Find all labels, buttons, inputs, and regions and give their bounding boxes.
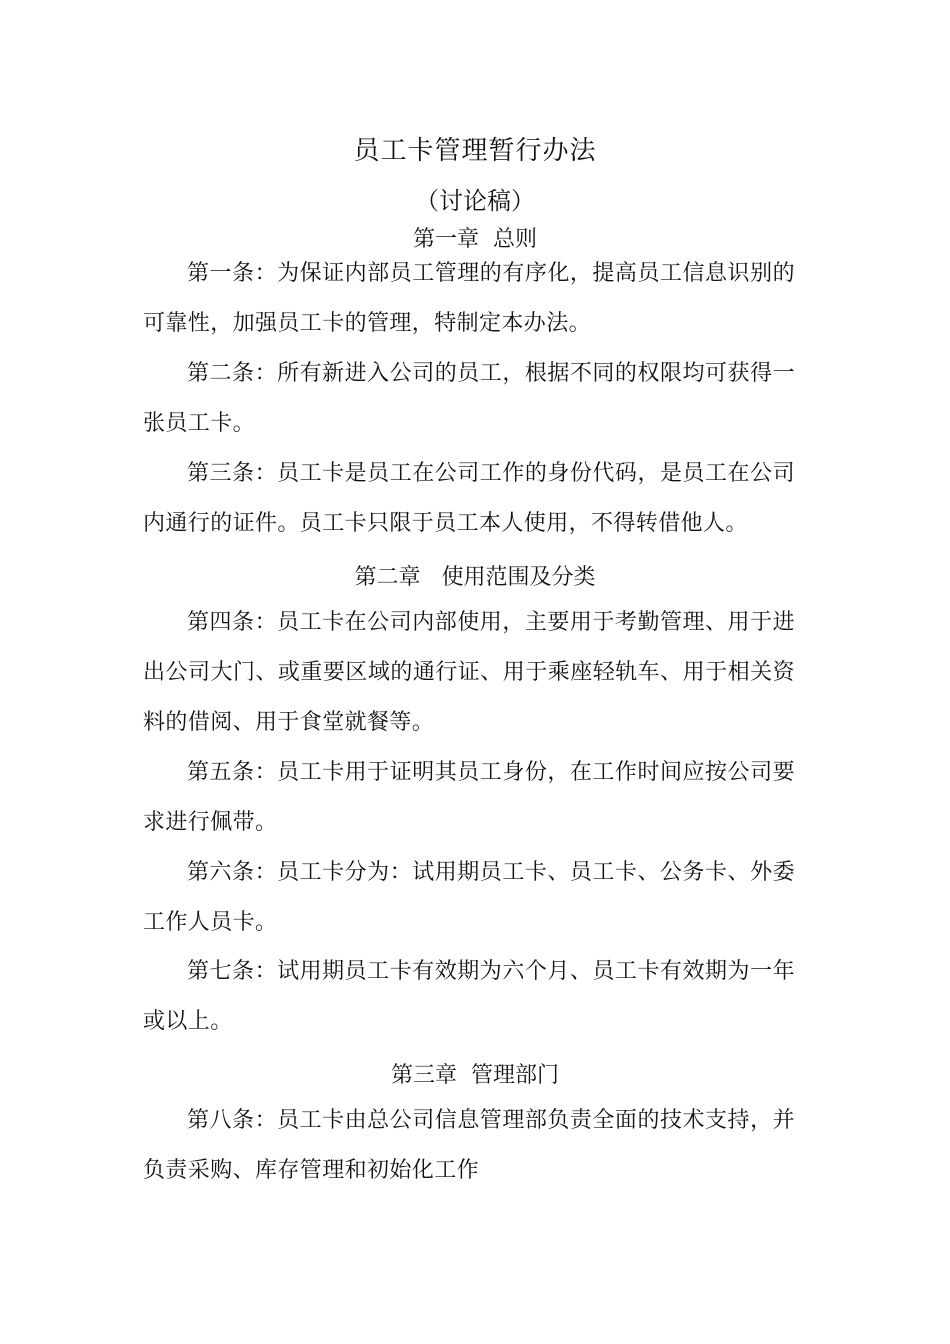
chapter-3-heading: 第三章 管理部门 bbox=[391, 1063, 559, 1088]
article-2: 第二条：所有新进入公司的员工，根据不同的权限均可获得一张员工卡。 bbox=[143, 361, 795, 436]
article-1: 第一条：为保证内部员工管理的有序化，提高员工信息识别的可靠性，加强员工卡的管理，特制定本办法。 bbox=[143, 261, 795, 336]
chapter-2-heading: 第二章 使用范围及分类 bbox=[354, 565, 596, 590]
article-3: 第三条：员工卡是员工在公司工作的身份代码，是员工在公司内通行的证件。员工卡只限于员工本人使用，不得转借他人。 bbox=[143, 461, 795, 536]
document-subtitle: （讨论稿） bbox=[415, 187, 535, 215]
chapter-1-heading: 第一章 总则 bbox=[413, 227, 537, 252]
document-title: 员工卡管理暂行办法 bbox=[353, 136, 597, 166]
article-7: 第七条：试用期员工卡有效期为六个月、员工卡有效期为一年或以上。 bbox=[143, 959, 795, 1034]
article-8: 第八条：员工卡由总公司信息管理部负责全面的技术支持，并负责采购、库存管理和初始化工作 bbox=[143, 1108, 795, 1183]
article-4: 第四条：员工卡在公司内部使用，主要用于考勤管理、用于进出公司大门、或重要区域的通行证、用于乘座轻轨车、用于相关资料的借阅、用于食堂就餐等。 bbox=[143, 610, 795, 735]
article-5: 第五条：员工卡用于证明其员工身份，在工作时间应按公司要求进行佩带。 bbox=[143, 760, 795, 835]
article-6: 第六条：员工卡分为：试用期员工卡、员工卡、公务卡、外委工作人员卡。 bbox=[143, 860, 795, 935]
